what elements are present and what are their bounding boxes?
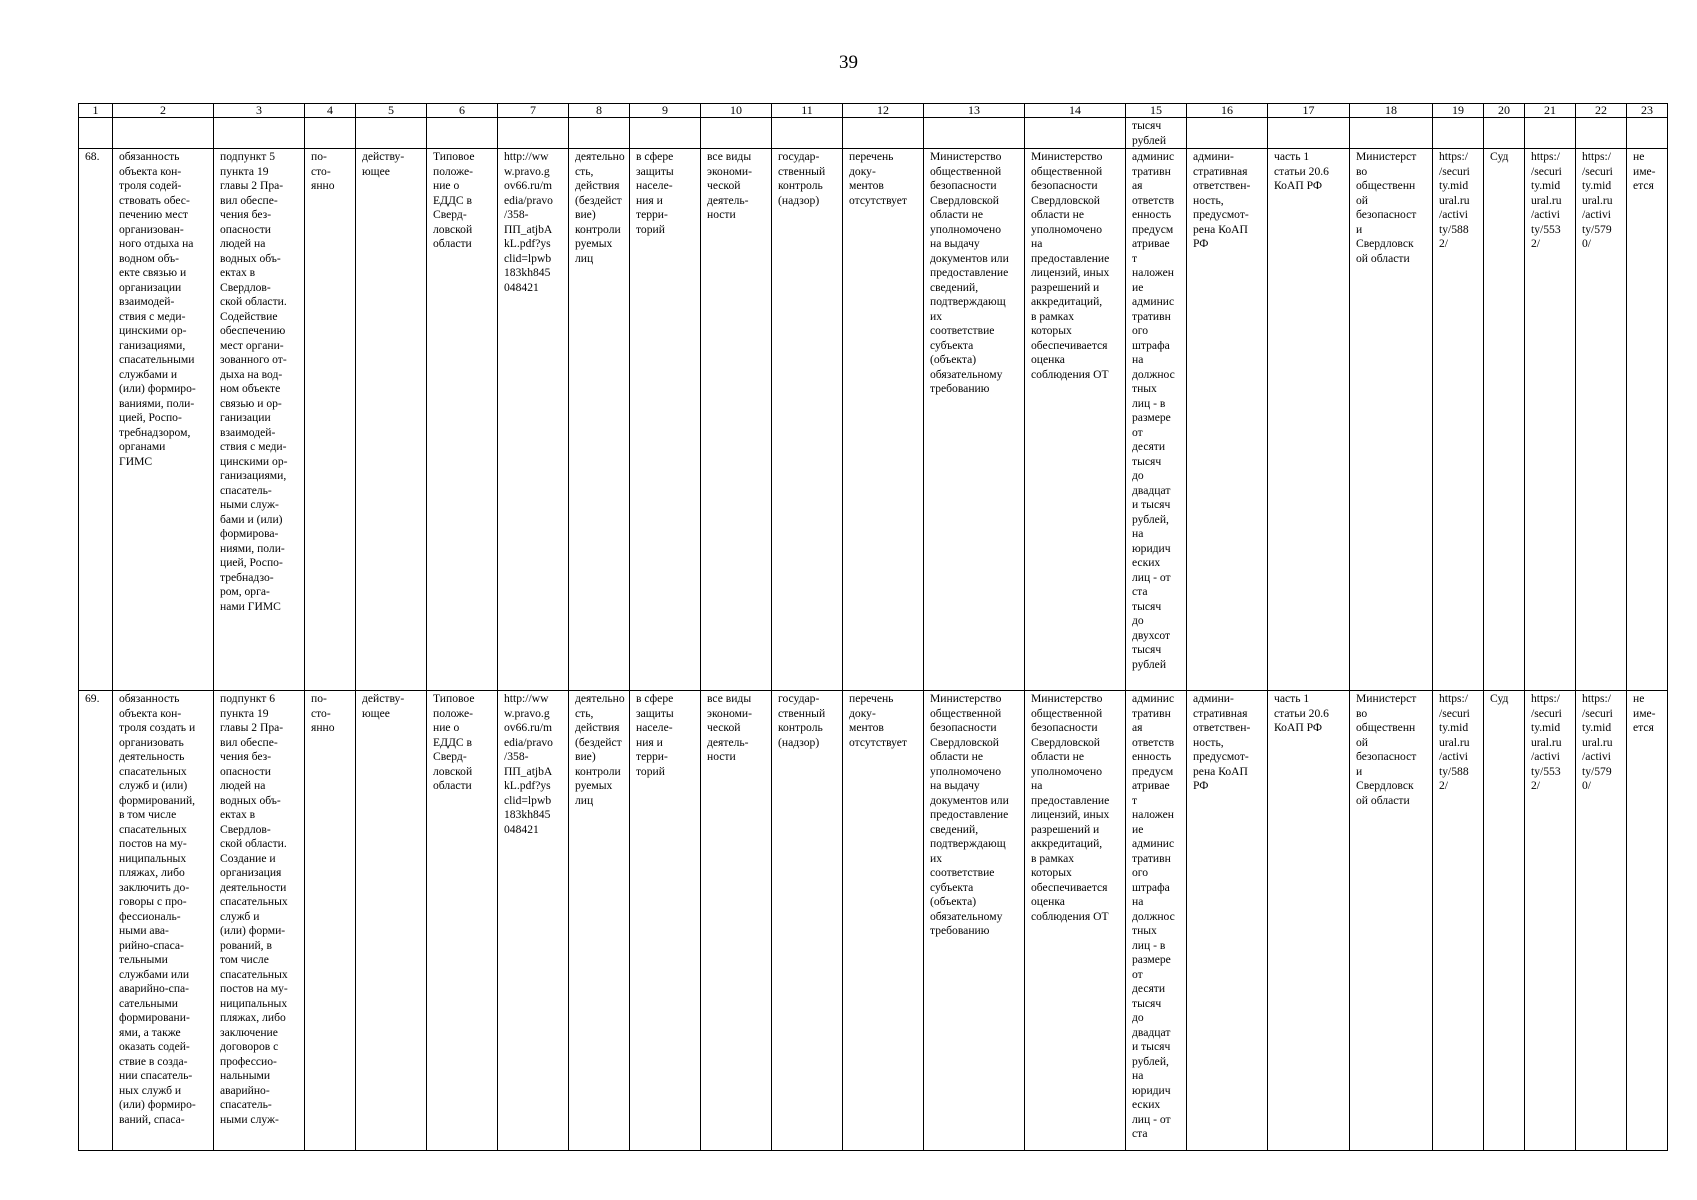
column-header-9: 9 xyxy=(630,104,701,118)
table-cell: http://ww w.pravo.g ov66.ru/m edia/pravo /358- ПП_atjbA kL.pdf?ys clid=lpwb 183kh845 048421 xyxy=(498,691,569,1151)
table-cell xyxy=(924,118,1025,149)
table-cell: админис тративн ая ответств енность предусм атривае т наложен ие админис тративн ого штрафа на должнос тных лиц - в размере от десяти тысяч до двадцат и тысяч рублей, на юридич еских лиц - от ста тысяч до двухсот тысяч рублей xyxy=(1126,149,1187,691)
table-cell xyxy=(630,118,701,149)
column-header-1: 1 xyxy=(79,104,113,118)
column-header-20: 20 xyxy=(1484,104,1525,118)
column-header-4: 4 xyxy=(305,104,356,118)
table-cell xyxy=(843,118,924,149)
page-number: 39 xyxy=(839,52,858,73)
table-cell: https:/ /securi ty.mid ural.ru /activi ty/588 2/ xyxy=(1433,691,1484,1151)
column-header-18: 18 xyxy=(1350,104,1433,118)
table-cell: https:/ /securi ty.mid ural.ru /activi ty/579 0/ xyxy=(1576,149,1627,691)
table-cell: Министерство общественной безопасности Свердловской области не уполномочено на предоставление лицензий, иных разрешений и аккредитаций, в рамках которых обеспечивается оценка соблюдения ОТ xyxy=(1025,691,1126,1151)
table-cell: админи- стративная ответствен- ность, предусмот- рена КоАП РФ xyxy=(1187,691,1268,1151)
column-header-8: 8 xyxy=(569,104,630,118)
column-number-row xyxy=(79,104,1668,118)
table-cell: подпункт 5 пункта 19 главы 2 Пра- вил обеспе- чения без- опасности людей на водных объ- ектах в Свердлов- ской области. Содействие обеспечению мест органи- зованного от- дыха на вод- ном объекте связью и ор- ганизации взаимодей- ствия с меди- цинскими ор- ганизациями, спасатель- ными служ- бами и (или) формирова- ниями, поли- цией, Роспо- требнадзо- ром, орга- нами ГИМС xyxy=(214,149,305,691)
table-row xyxy=(79,691,1668,1151)
table-cell: http://ww w.pravo.g ov66.ru/m edia/pravo /358- ПП_atjbA kL.pdf?ys clid=lpwb 183kh845 048421 xyxy=(498,149,569,691)
column-header-22: 22 xyxy=(1576,104,1627,118)
table-cell: перечень доку- ментов отсутствует xyxy=(843,149,924,691)
column-header-21: 21 xyxy=(1525,104,1576,118)
table-cell: подпункт 6 пункта 19 главы 2 Пра- вил обеспе- чения без- опасности людей на водных объ- ектах в Свердлов- ской области. Создание и организация деятельности спасательных служб и (или) форми- рований, в том числе спасательных постов на му- ниципальных пляжах, либо заключение договоров с профессио- нальными аварийно- спасатель- ными служ- xyxy=(214,691,305,1151)
table-cell xyxy=(1484,118,1525,149)
column-header-7: 7 xyxy=(498,104,569,118)
table-cell: Министерство общественной безопасности Свердловской области не уполномочено на выдачу документов или предоставление сведений, подтверждающ их соответствие субъекта (объекта) обязательному требованию xyxy=(924,149,1025,691)
table-cell: Суд xyxy=(1484,149,1525,691)
table-cell: Типовое положе- ние о ЕДДС в Сверд- ловской области xyxy=(427,149,498,691)
table-cell: государ- ственный контроль (надзор) xyxy=(772,149,843,691)
table-cell: действу- ющее xyxy=(356,691,427,1151)
table-cell xyxy=(1268,118,1350,149)
table-cell xyxy=(214,118,305,149)
row-number: 69. xyxy=(79,691,113,1151)
table-cell: не име- ется xyxy=(1627,691,1668,1151)
table-cell: часть 1 статьи 20.6 КоАП РФ xyxy=(1268,691,1350,1151)
table-cell: по- сто- янно xyxy=(305,691,356,1151)
table-cell xyxy=(1350,118,1433,149)
table-cell: https:/ /securi ty.mid ural.ru /activi ty/579 0/ xyxy=(1576,691,1627,1151)
table-cell xyxy=(498,118,569,149)
table-cell: обязанность объекта кон- троля содей- ствовать обес- печению мест организован- ного отдыха на водном объ- екте связью и организации взаимодей- ствия с меди- цинскими ор- ганизациями, спасательными службами и (или) формиро- ваниями, поли- цией, Роспо- требнадзором, органами ГИМС xyxy=(113,149,214,691)
table-cell xyxy=(569,118,630,149)
table-cell: Министерст во общественн ой безопасност и Свердловск ой области xyxy=(1350,149,1433,691)
table-cell xyxy=(356,118,427,149)
column-header-12: 12 xyxy=(843,104,924,118)
column-header-19: 19 xyxy=(1433,104,1484,118)
table-cell: админи- стративная ответствен- ность, предусмот- рена КоАП РФ xyxy=(1187,149,1268,691)
table-cell: все виды экономи- ческой деятель- ности xyxy=(701,691,772,1151)
table-cell xyxy=(772,118,843,149)
table-cell: деятельно сть, действия (бездейст вие) контроли руемых лиц xyxy=(569,691,630,1151)
table-cell: Министерство общественной безопасности Свердловской области не уполномочено на предоставление лицензий, иных разрешений и аккредитаций, в рамках которых обеспечивается оценка соблюдения ОТ xyxy=(1025,149,1126,691)
table-cell: в сфере защиты населе- ния и терри- торий xyxy=(630,149,701,691)
table-row xyxy=(79,149,1668,691)
table-cell: Министерство общественной безопасности Свердловской области не уполномочено на выдачу документов или предоставление сведений, подтверждающ их соответствие субъекта (объекта) обязательному требованию xyxy=(924,691,1025,1151)
table-cell xyxy=(79,118,113,149)
table-cell: Министерст во общественн ой безопасност и Свердловск ой области xyxy=(1350,691,1433,1151)
column-header-13: 13 xyxy=(924,104,1025,118)
table-cell xyxy=(113,118,214,149)
table-cell xyxy=(1433,118,1484,149)
table-cell xyxy=(701,118,772,149)
continuation-row xyxy=(79,118,1668,149)
column-header-16: 16 xyxy=(1187,104,1268,118)
column-header-3: 3 xyxy=(214,104,305,118)
column-header-23: 23 xyxy=(1627,104,1668,118)
table-cell: админис тративн ая ответств енность предусм атривае т наложен ие админис тративн ого штрафа на должнос тных лиц - в размере от десяти тысяч до двадцат и тысяч рублей, на юридич еских лиц - от ста xyxy=(1126,691,1187,1151)
table-cell: деятельно сть, действия (бездейст вие) контроли руемых лиц xyxy=(569,149,630,691)
table-cell: в сфере защиты населе- ния и терри- торий xyxy=(630,691,701,1151)
table-cell xyxy=(1627,118,1668,149)
table-cell: https:/ /securi ty.mid ural.ru /activi ty/588 2/ xyxy=(1433,149,1484,691)
table-cell: https:/ /securi ty.mid ural.ru /activi ty/553 2/ xyxy=(1525,691,1576,1151)
table-cell: все виды экономи- ческой деятель- ности xyxy=(701,149,772,691)
column-header-6: 6 xyxy=(427,104,498,118)
table-cell: часть 1 статьи 20.6 КоАП РФ xyxy=(1268,149,1350,691)
table-cell: тысяч рублей xyxy=(1126,118,1187,149)
table-cell xyxy=(1576,118,1627,149)
table-cell: Суд xyxy=(1484,691,1525,1151)
column-header-5: 5 xyxy=(356,104,427,118)
table-cell: обязанность объекта кон- троля создать и организовать деятельность спасательных служб и (или) формирований, в том числе спасательных постов на му- ниципальных пляжах, либо заключить до- говоры с про- фессиональ- ными ава- рийно-спаса- тельными службами или аварийно-спа- сательными формировани- ями, а также оказать содей- ствие в созда- нии спасатель- ных служб и (или) формиро- ваний, спаса- xyxy=(113,691,214,1151)
table-cell: не име- ется xyxy=(1627,149,1668,691)
table-cell xyxy=(1025,118,1126,149)
column-header-11: 11 xyxy=(772,104,843,118)
column-header-14: 14 xyxy=(1025,104,1126,118)
table-cell xyxy=(1187,118,1268,149)
table-cell: Типовое положе- ние о ЕДДС в Сверд- ловской области xyxy=(427,691,498,1151)
table-cell xyxy=(1525,118,1576,149)
column-header-17: 17 xyxy=(1268,104,1350,118)
column-header-2: 2 xyxy=(113,104,214,118)
table-cell: государ- ственный контроль (надзор) xyxy=(772,691,843,1151)
requirements-table xyxy=(78,103,1668,1151)
table-cell: по- сто- янно xyxy=(305,149,356,691)
table-cell: перечень доку- ментов отсутствует xyxy=(843,691,924,1151)
table-cell: действу- ющее xyxy=(356,149,427,691)
column-header-15: 15 xyxy=(1126,104,1187,118)
table-cell xyxy=(427,118,498,149)
table-cell xyxy=(305,118,356,149)
row-number: 68. xyxy=(79,149,113,691)
table-cell: https:/ /securi ty.mid ural.ru /activi ty/553 2/ xyxy=(1525,149,1576,691)
column-header-10: 10 xyxy=(701,104,772,118)
